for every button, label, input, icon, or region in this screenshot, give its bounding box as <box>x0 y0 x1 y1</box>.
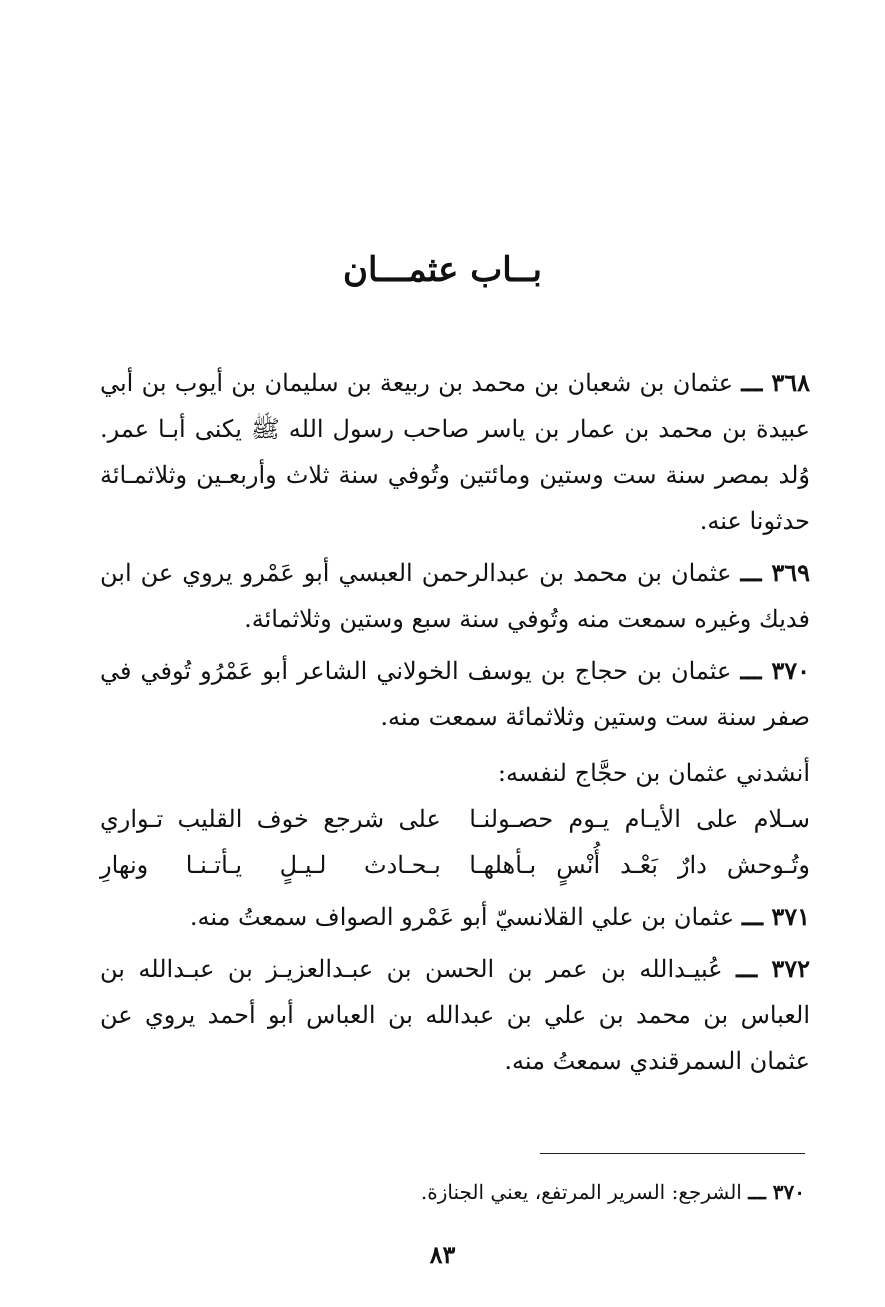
poem-line <box>100 842 810 888</box>
entry-text: عثمان بن محمد بن عبدالرحمن العبسي أبو عَمْرو يروي عن ابن فديك وغيره سمعت منه وتُوفي سنة سبع وستين وثلاثمائة. <box>100 559 810 633</box>
main-text <box>100 360 810 1090</box>
entry-number: ٣٦٨ ـــ <box>741 368 811 397</box>
entry-number: ٣٦٩ ـــ <box>740 558 810 587</box>
poem-first-hemistich: وتُـوحش دارٌ بَعْـد أُنْسٍ بـأهلهـا <box>469 851 810 879</box>
poem-second-hemistich: بـحـادث لـيـلٍ يـأتـنـا ونهارِ <box>100 851 441 879</box>
entry-number: ٣٧٢ ـــ <box>736 954 811 983</box>
entry-372 <box>100 946 810 1084</box>
entry-number: ٣٧٠ ـــ <box>740 656 810 685</box>
poem-intro: أنشدني عثمان بن حجَّاج لنفسه: <box>497 759 810 787</box>
footnote-text: الشرجع: السرير المرتفع، يعني الجنازة. <box>420 1180 742 1204</box>
entry-371 <box>100 894 810 940</box>
poem-second-hemistich: على شرجع خوف القليب تـواري <box>100 805 441 833</box>
poem-first-hemistich: سـلام على الأيـام يـوم حصـولنـا <box>469 805 810 833</box>
poem <box>100 796 810 888</box>
page-number: ٨٣ <box>429 1240 456 1269</box>
chapter-title: بــاب عثمـــان <box>342 250 542 290</box>
entry-369 <box>100 550 810 642</box>
entry-368 <box>100 360 810 544</box>
entry-text: عثمان بن علي القلانسيّ أبو عَمْرو الصواف سمعتُ منه. <box>189 903 735 931</box>
entry-text: عثمان بن شعبان بن محمد بن ربيعة بن سليمان بن أيوب بن أبي عبيدة بن محمد بن عمار بن ياسر صاحب رسول الله ﷺ يكنى أبـا عمر. وُلد بمصر سنة ست وستين ومائتين وتُوفي سنة ثلاث وأربعـين وثلاثمـائة حدثونا عنه. <box>100 369 811 535</box>
footnote-divider <box>540 1153 805 1154</box>
entry-text: عُبيـدالله بن عمر بن الحسن بن عبـدالعزيـز بن عبـدالله بن العباس بن محمد بن علي بن عبدالله بن العباس أبو أحمد يروي عن عثمان السمرقندي سمعتُ منه. <box>100 955 810 1075</box>
entry-text: عثمان بن حجاج بن يوسف الخولاني الشاعر أبو عَمْرُو تُوفي في صفر سنة ست وستين وثلاثمائة سمعت منه. <box>100 657 810 731</box>
footnote-number: ٣٧٠ ـــ <box>748 1180 805 1204</box>
footnote <box>100 1175 805 1209</box>
entry-number: ٣٧١ ـــ <box>741 902 810 931</box>
entry-370 <box>100 648 810 740</box>
poem-line <box>100 796 810 842</box>
